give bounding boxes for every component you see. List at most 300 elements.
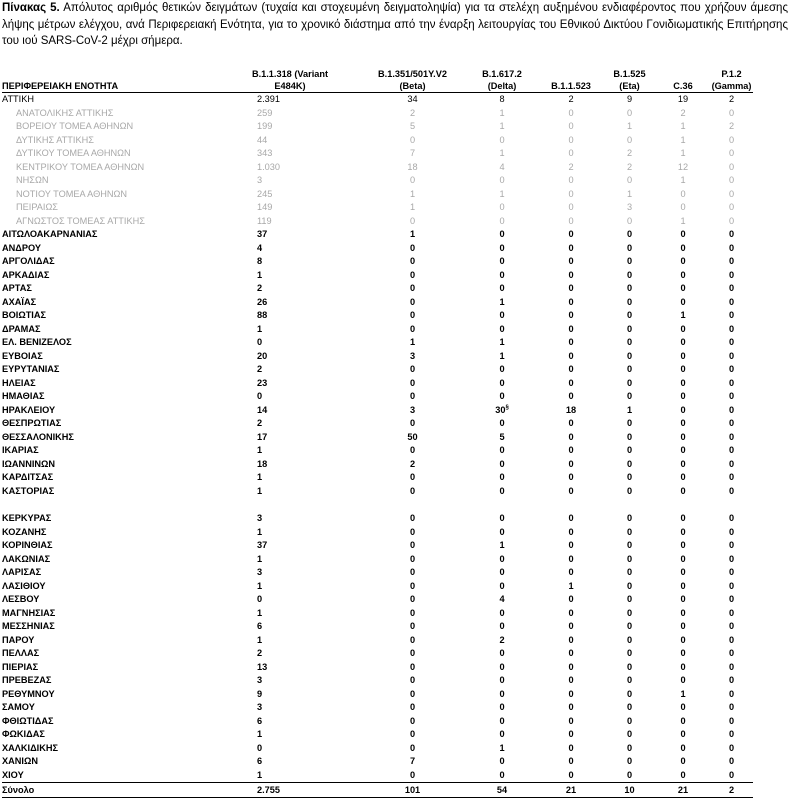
value-cell [220,336,360,350]
region-name-cell: ΜΕΣΣΗΝΙΑΣ [2,621,55,632]
value-cell [465,147,539,161]
value-text: 1 [499,188,505,199]
value-cell [656,647,710,661]
value-cell [603,323,656,337]
value-text: 0 [409,526,416,537]
value-cell [539,755,603,769]
value-text: 0 [499,134,505,145]
value-cell [465,607,539,621]
value-cell [603,174,656,188]
value-cell [360,607,465,621]
value-cell [539,526,603,540]
column-header-variant [656,62,710,93]
value-cell [603,769,656,783]
value-text: 3 [257,702,263,713]
variants-table [2,62,753,798]
value-text: 7 [409,148,416,159]
value-cell [465,647,539,661]
value-cell [656,593,710,607]
value-cell [656,120,710,134]
value-text: 0 [499,215,505,226]
region-name-cell: ΑΤΤΙΚΗ [2,93,220,107]
column-header-line1: C.36 [673,80,693,91]
value-cell [539,485,603,499]
value-text: 26 [257,296,268,307]
table-row [2,431,753,445]
value-text: 0 [499,418,505,429]
value-cell [465,715,539,729]
value-text: 0 [680,513,686,524]
value-cell [465,93,539,107]
value-text: 0 [728,404,735,415]
value-text: 0 [626,594,633,605]
value-cell [710,620,753,634]
value-text: 0 [728,458,735,469]
value-cell [710,93,753,107]
value-text: 0 [568,350,574,361]
value-text: 0 [626,175,633,186]
value-text: 0 [680,323,686,334]
value-text: 0 [728,283,735,294]
value-cell [656,620,710,634]
value-cell [539,634,603,648]
column-header-line1: B.1.525 [613,69,646,79]
value-text: 0 [728,215,735,226]
value-cell [539,93,603,107]
value-cell [603,161,656,175]
value-text: 0 [680,702,686,713]
value-text: 0 [409,594,416,605]
value-cell [220,498,360,512]
value-text: 2 [568,161,574,172]
value-text: 1 [257,580,263,591]
value-text: 0 [568,607,574,618]
value-text: 0 [728,648,735,659]
value-cell [603,607,656,621]
value-text: 0 [568,337,574,348]
value-text: 50 [407,431,418,442]
value-text: 0 [626,350,633,361]
value-cell [360,93,465,107]
value-text: 4 [499,161,505,172]
value-cell [465,336,539,350]
value-cell [360,269,465,283]
value-text: 0 [626,769,633,780]
value-text: 0 [409,634,416,645]
value-cell [465,755,539,769]
value-text: 0 [728,742,735,753]
value-text: 0 [680,404,686,415]
value-text: 0 [626,458,633,469]
value-text: 2 [409,107,416,118]
value-text: 0 [728,134,735,145]
value-cell [220,566,360,580]
value-text: 0 [728,702,735,713]
value-cell [710,269,753,283]
value-cell [710,282,753,296]
value-text: 18 [565,404,577,415]
value-cell [656,485,710,499]
value-cell [360,404,465,418]
value-text: 0 [626,134,633,145]
value-cell [603,147,656,161]
value-text: 0 [568,526,574,537]
value-text: 0 [409,377,416,388]
value-cell [656,728,710,742]
value-cell [539,539,603,553]
value-text: 0 [568,553,574,564]
value-cell [710,107,753,121]
value-cell [360,134,465,148]
region-name-cell: ΝΗΣΩΝ [16,175,49,186]
value-text: 0 [680,742,686,753]
value-cell [220,593,360,607]
value-cell [656,688,710,702]
table-row [2,242,753,256]
value-cell [360,120,465,134]
value-cell [465,431,539,445]
region-name-cell: ΛΑΡΙΣΑΣ [2,567,42,578]
column-header-line1: B.1.1.523 [551,80,591,91]
value-cell [465,282,539,296]
value-cell [710,553,753,567]
value-text: 0 [499,661,505,672]
region-name-cell: ΚΕΡΚΥΡΑΣ [2,513,52,524]
value-cell [465,296,539,310]
value-cell [710,647,753,661]
value-text: 0 [499,485,505,496]
value-cell [656,607,710,621]
column-header-line1: B.1.617.2 [482,69,522,79]
region-name-cell: ΙΚΑΡΙΑΣ [2,445,39,456]
value-cell [360,742,465,756]
value-text: 14 [257,404,268,415]
value-cell [656,661,710,675]
value-cell [656,634,710,648]
value-text: 2 [409,458,416,469]
value-text: 0 [626,729,633,740]
value-text: 0 [680,269,686,280]
value-cell [539,674,603,688]
value-cell [603,350,656,364]
value-cell [603,485,656,499]
value-cell [656,107,710,121]
value-text: 0 [626,445,633,456]
value-text: 20 [257,350,268,361]
value-text: 0 [409,485,416,496]
value-text: 0 [568,202,574,213]
table-row [2,377,753,391]
value-text: 0 [626,553,633,564]
value-text: 0 [680,256,686,267]
region-name-cell: ΕΛ. ΒΕΝΙΖΕΛΟΣ [2,337,72,348]
table-row [2,526,753,540]
value-cell [539,134,603,148]
value-text: 0 [257,742,263,753]
value-cell [656,769,710,783]
value-cell [710,309,753,323]
value-text: 4 [499,594,505,605]
value-text: 0 [409,675,416,686]
region-name-cell: ΦΩΚΙΔΑΣ [2,729,45,740]
value-cell [603,593,656,607]
value-cell [710,783,753,798]
value-text: 0 [568,742,574,753]
value-text: 0 [499,702,505,713]
value-cell [603,201,656,215]
value-cell [360,715,465,729]
table-row [2,323,753,337]
value-text: 7 [409,756,416,767]
value-cell [710,147,753,161]
value-cell [220,269,360,283]
value-cell [465,201,539,215]
value-text: 0 [680,756,686,767]
value-cell [710,607,753,621]
value-cell [360,553,465,567]
value-cell [603,120,656,134]
value-cell [465,120,539,134]
value-text: 0 [626,648,633,659]
column-header-variant [603,62,656,93]
value-text: 0 [680,202,686,213]
value-cell [360,323,465,337]
value-text: 1 [257,607,263,618]
value-text: 0 [568,594,574,605]
value-cell [465,674,539,688]
table-row [2,255,753,269]
value-text: 199 [257,121,273,132]
value-cell [465,458,539,472]
value-text: 1 [680,148,686,159]
value-cell [220,783,360,798]
value-text: 0 [680,445,686,456]
value-text: 0 [626,472,633,483]
column-header-variant [465,62,539,93]
value-cell [656,363,710,377]
table-row [2,485,753,499]
value-text: 0 [728,661,735,672]
value-text: 1 [499,296,505,307]
value-cell [539,444,603,458]
value-cell [656,296,710,310]
value-cell [465,228,539,242]
value-cell [360,526,465,540]
value-cell [220,458,360,472]
value-cell [220,580,360,594]
value-text: 0 [409,269,416,280]
value-text: 0 [409,607,416,618]
value-cell [710,444,753,458]
value-text: 2 [257,283,263,294]
region-name-cell: ΔΡΑΜΑΣ [2,323,41,334]
value-cell [539,242,603,256]
table-row [2,458,753,472]
value-text: 0 [499,283,505,294]
value-cell [710,336,753,350]
value-text: 1 [626,121,633,132]
value-cell [539,336,603,350]
value-text: 0 [626,688,633,699]
value-cell [603,134,656,148]
value-text: 0 [568,688,574,699]
value-text: 0 [680,377,686,388]
value-cell [656,431,710,445]
value-text: 0 [626,607,633,618]
value-text: 0 [409,702,416,713]
value-text: 0 [568,445,574,456]
value-cell [360,296,465,310]
region-name-cell: ΘΕΣΣΑΛΟΝΙΚΗΣ [2,431,74,442]
value-cell [539,769,603,783]
value-cell [603,228,656,242]
value-text: 30 [495,404,506,415]
value-cell [360,485,465,499]
value-cell [360,647,465,661]
value-cell [220,242,360,256]
value-cell [465,580,539,594]
value-cell [603,336,656,350]
value-text: 2 [499,634,505,645]
value-cell [656,674,710,688]
value-cell [656,404,710,418]
value-text: 0 [680,621,686,632]
value-cell [539,688,603,702]
value-cell [603,512,656,526]
value-cell [539,417,603,431]
value-text: 0 [409,242,416,253]
value-cell [710,377,753,391]
value-text: 0 [409,445,416,456]
region-name-cell: ΗΡΑΚΛΕΙΟΥ [2,404,56,415]
value-text: 2 [626,148,633,159]
table-row [2,404,753,418]
value-text: 0 [728,769,735,780]
value-cell [465,107,539,121]
value-text: 0 [680,418,686,429]
value-cell [656,323,710,337]
region-name-cell: ΙΩΑΝΝΙΝΩΝ [2,458,56,469]
value-cell [465,174,539,188]
value-cell [656,471,710,485]
value-cell [539,580,603,594]
value-cell [360,783,465,798]
subregion-row [2,188,753,202]
value-text: 1 [680,688,686,699]
value-text: 6 [257,621,263,632]
value-cell [220,634,360,648]
value-text: 0 [568,188,574,199]
value-text: 0 [568,661,574,672]
value-cell [465,444,539,458]
value-cell [220,188,360,202]
value-text: 0 [409,580,416,591]
value-text: 0 [409,134,416,145]
value-text: 1 [680,121,686,132]
value-cell [539,309,603,323]
value-cell [603,674,656,688]
value-text: 2 [728,94,735,105]
value-text: 0 [680,526,686,537]
value-cell [465,728,539,742]
value-text: 0 [728,729,735,740]
value-cell [603,390,656,404]
value-cell [539,201,603,215]
value-text: 0 [499,513,505,524]
value-cell [465,309,539,323]
value-text: 0 [499,526,505,537]
value-text: 0 [499,675,505,686]
value-text: 0 [680,229,686,240]
value-text: 0 [568,323,574,334]
value-text: 0 [626,742,633,753]
value-cell [360,566,465,580]
value-text: 0 [626,715,633,726]
value-text: 0 [499,472,505,483]
value-text: 0 [680,283,686,294]
value-text: 0 [728,148,735,159]
value-cell [220,282,360,296]
value-text: 0 [680,188,686,199]
value-cell [220,174,360,188]
value-text: 0 [409,729,416,740]
value-text: 0 [626,391,633,402]
value-text: 0 [568,634,574,645]
value-cell [603,107,656,121]
value-cell [220,661,360,675]
value-cell [710,485,753,499]
value-text: 18 [257,458,268,469]
value-cell [539,215,603,229]
value-text: 0 [499,648,505,659]
value-text: 0 [568,229,574,240]
value-text: 0 [409,472,416,483]
value-cell [603,755,656,769]
value-cell [656,458,710,472]
value-text: 0 [568,675,574,686]
value-cell [603,431,656,445]
region-name-cell: ΛΑΣΙΘΙΟΥ [2,580,46,591]
value-cell [710,498,753,512]
value-text: 0 [499,391,505,402]
value-cell [220,93,360,107]
value-cell [220,350,360,364]
value-cell [539,620,603,634]
value-cell [603,553,656,567]
value-text: 0 [568,621,574,632]
value-cell [360,755,465,769]
value-cell [465,526,539,540]
table-row [2,363,753,377]
value-text: 0 [568,377,574,388]
region-name-cell: ΦΘΙΩΤΙΔΑΣ [2,715,54,726]
value-cell [710,593,753,607]
table-row [2,512,753,526]
value-cell [656,188,710,202]
value-cell [539,498,603,512]
value-cell [539,431,603,445]
value-text: 6 [257,715,263,726]
table-row [2,755,753,769]
value-text: 0 [728,256,735,267]
value-cell [710,350,753,364]
value-text: 12 [677,161,689,172]
value-cell [710,417,753,431]
value-text: 5 [499,431,505,442]
value-cell [465,269,539,283]
value-cell [710,755,753,769]
value-text: 1 [257,634,263,645]
